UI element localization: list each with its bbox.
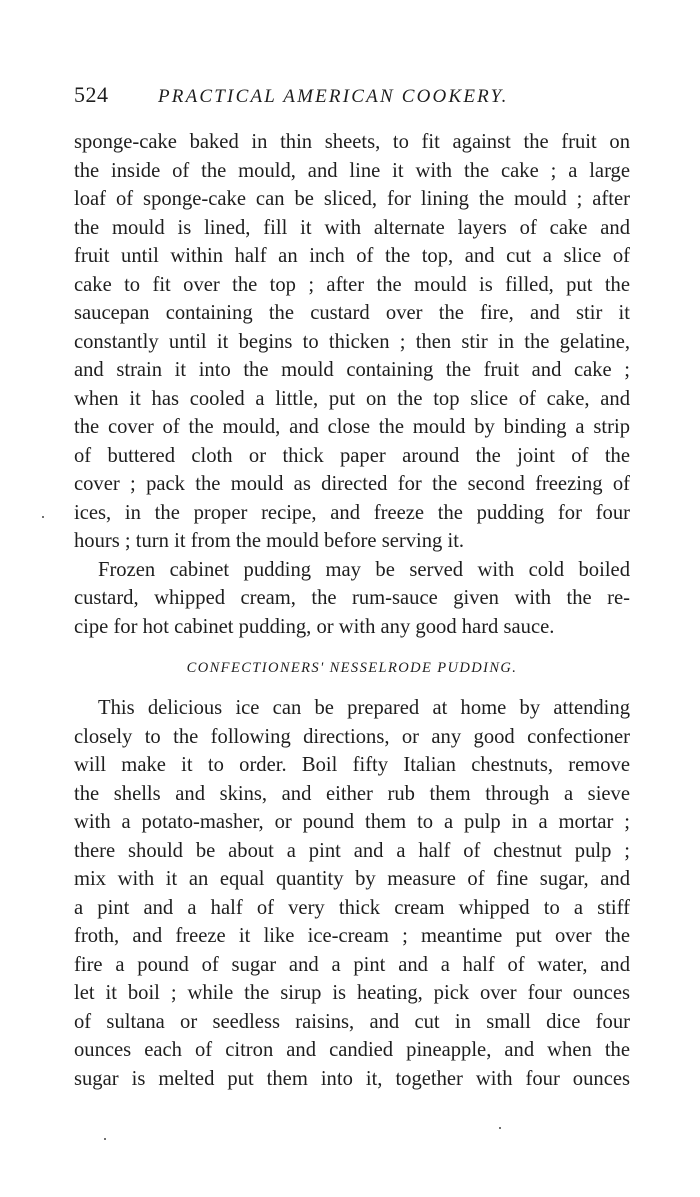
text-line: constantly until it begins to thicken ; then stir in the gelatine,	[74, 330, 630, 353]
paragraph-continued	[74, 128, 630, 556]
paragraph-nesselrode	[74, 694, 630, 1093]
text-line: This delicious ice can be prepared at home by attending	[98, 697, 630, 719]
page-number: 524	[74, 82, 109, 107]
paper-speck	[104, 1138, 106, 1140]
text-line: with a potato-masher, or pound them to a pulp in a mortar ;	[74, 811, 630, 833]
text-line: cover ; pack the mould as directed for the second freezing of	[74, 473, 630, 495]
text-line: the mould is lined, fill it with alternate layers of cake and	[74, 216, 630, 239]
text-line: sponge-cake baked in thin sheets, to fit against the fruit on	[74, 131, 630, 153]
text-line: the shells and skins, and either rub them through a sieve	[74, 782, 630, 805]
text-line: sugar is melted put them into it, together with four ounces	[74, 1067, 630, 1090]
text-line: closely to the following directions, or any good confectioner	[74, 725, 630, 748]
book-page	[74, 82, 630, 1093]
text-line: and strain it into the mould containing the fruit and cake ;	[74, 359, 630, 381]
text-line: when it has cooled a little, put on the top slice of cake, and	[74, 387, 630, 410]
text-line: fire a pound of sugar and a pint and a half of water, and	[74, 953, 630, 976]
text-line: will make it to order. Boil fifty Italian chestnuts, remove	[74, 754, 630, 776]
text-line: saucepan containing the custard over the fire, and stir it	[74, 302, 630, 324]
text-line: Frozen cabinet pudding may be served with cold boiled	[98, 558, 630, 581]
text-line: of buttered cloth or thick paper around the joint of the	[74, 444, 630, 467]
text-line: hours ; turn it from the mould before serving it.	[74, 530, 465, 552]
text-line: the cover of the mould, and close the mould by binding a strip	[74, 416, 630, 438]
running-head	[74, 82, 630, 114]
paper-speck	[499, 1127, 501, 1129]
text-line: ices, in the proper recipe, and freeze the pudding for four	[74, 501, 630, 524]
paragraph-frozen-cabinet	[74, 556, 630, 642]
text-line: the inside of the mould, and line it with the cake ; a large	[74, 159, 630, 182]
paper-speck	[42, 516, 44, 518]
text-line: there should be about a pint and a half of chestnut pulp ;	[74, 839, 630, 862]
text-line: loaf of sponge-cake can be sliced, for lining the mould ; after	[74, 188, 630, 210]
text-line: cipe for hot cabinet pudding, or with any good hard sauce.	[74, 615, 555, 638]
text-line: cake to fit over the top ; after the mould is filled, put the	[74, 273, 630, 296]
section-heading: CONFECTIONERS' NESSELRODE PUDDING.	[186, 660, 518, 676]
text-line: mix with it an equal quantity by measure of fine sugar, and	[74, 868, 630, 890]
text-line: froth, and freeze it like ice-cream ; meantime put over the	[74, 925, 630, 947]
text-line: custard, whipped cream, the rum-sauce given with the re-	[74, 587, 630, 609]
text-line: let it boil ; while the sirup is heating, pick over four ounces	[74, 982, 630, 1004]
text-line: fruit until within half an inch of the top, and cut a slice of	[74, 245, 630, 267]
running-title: PRACTICAL AMERICAN COOKERY.	[158, 86, 509, 107]
text-line: a pint and a half of very thick cream whipped to a stiff	[74, 896, 630, 919]
text-line: of sultana or seedless raisins, and cut in small dice four	[74, 1010, 630, 1033]
text-line: ounces each of citron and candied pineapple, and when the	[74, 1039, 630, 1061]
